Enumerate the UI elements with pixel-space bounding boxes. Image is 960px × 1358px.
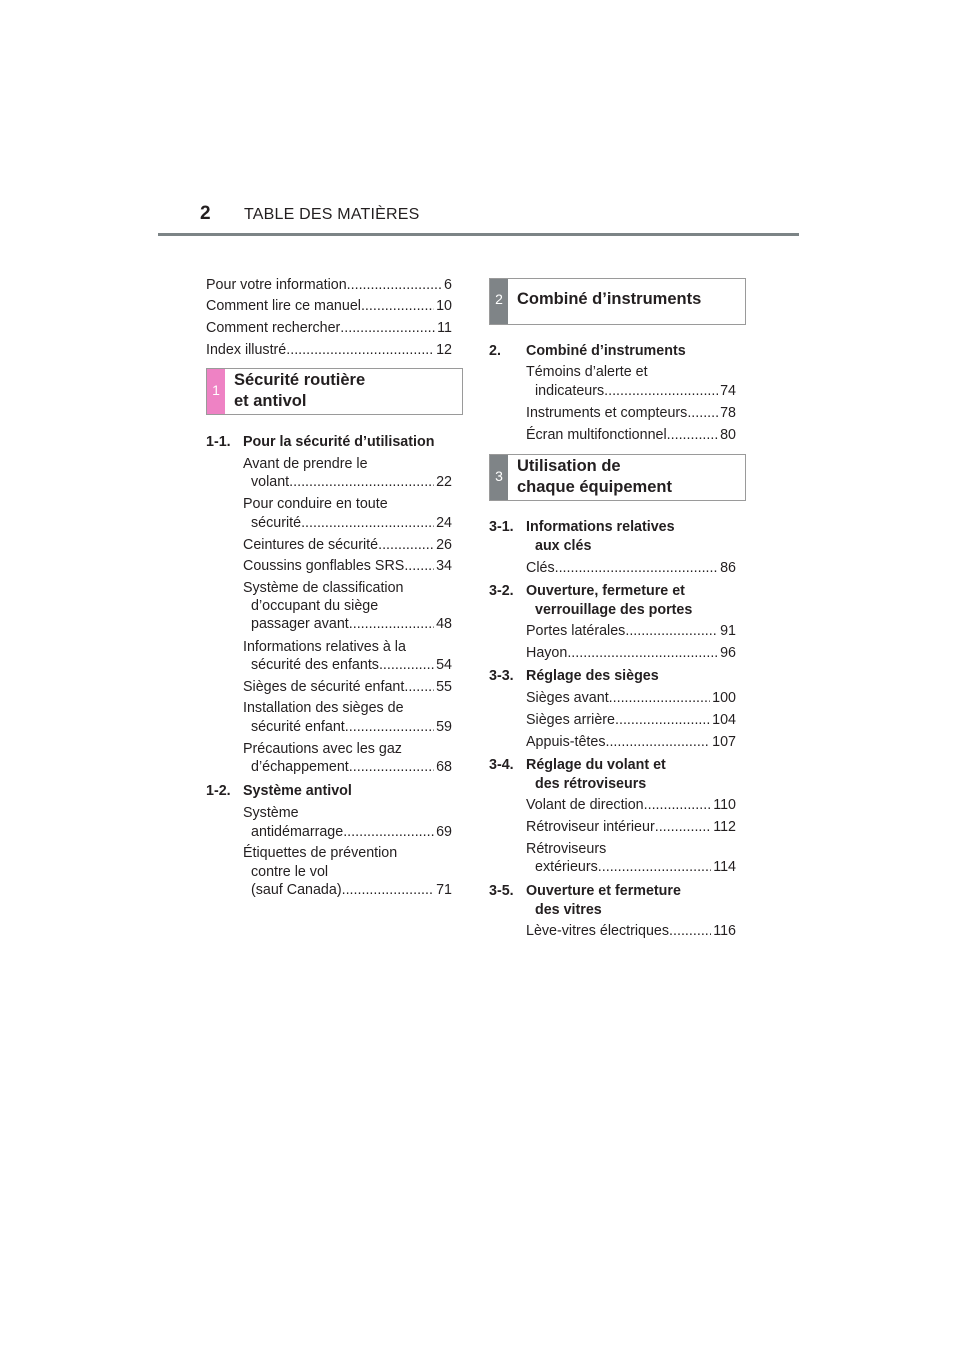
toc-entry[interactable] (526, 796, 736, 815)
subsection-number: 2. (489, 343, 501, 359)
entry-page: 54 (436, 657, 452, 673)
section-3-title-line-1: Utilisation de (517, 457, 621, 475)
leader-dots (667, 426, 718, 445)
subsection-number: 3-2. (489, 583, 514, 599)
entry-page: 107 (712, 734, 736, 750)
entry-text: sécurité (251, 515, 302, 531)
entry-page: 26 (436, 537, 452, 553)
toc-entry[interactable] (243, 536, 452, 555)
leader-dots (615, 711, 710, 730)
entry-text: Sièges avant (526, 690, 609, 706)
toc-entry[interactable] (526, 622, 736, 641)
entry-text: Index illustré (206, 342, 287, 358)
section-2-title: Combiné d’instruments (517, 290, 702, 308)
subsection-number: 1-2. (206, 783, 231, 799)
leader-dots (286, 341, 434, 360)
leader-dots (567, 644, 718, 663)
toc-entry[interactable] (206, 276, 452, 295)
entry-text: contre le vol (251, 864, 329, 880)
toc-entry[interactable] (251, 615, 452, 634)
entry-text: indicateurs (535, 383, 605, 399)
subsection-title[interactable]: Combiné d’instruments (526, 343, 686, 359)
entry-text: sécurité enfant (251, 719, 345, 735)
entry-text[interactable]: Précautions avec les gaz (243, 741, 402, 757)
section-1-title-line-1: Sécurité routière (234, 371, 366, 389)
leader-dots (604, 382, 718, 401)
entry-text: passager avant (251, 616, 349, 632)
entry-text[interactable]: Système de classification (243, 580, 404, 596)
entry-text: Comment rechercher (206, 320, 341, 336)
entry-text: Coussins gonflables SRS (243, 558, 405, 574)
toc-entry[interactable] (206, 297, 452, 316)
leader-dots (343, 823, 434, 842)
subsection-title-cont: aux clés (535, 538, 592, 554)
subsection-number: 1-1. (206, 434, 231, 450)
entry-text[interactable]: Pour conduire en toute (243, 496, 388, 512)
entry-page: 34 (436, 558, 452, 574)
entry-page: 74 (720, 383, 736, 399)
section-1-tab (207, 369, 225, 414)
page-title: TABLE DES MATIÈRES (244, 206, 420, 223)
entry-page: 10 (436, 298, 452, 314)
subsection-number: 3-3. (489, 668, 514, 684)
leader-dots (555, 559, 718, 578)
entry-text: sécurité des enfants (251, 657, 379, 673)
toc-entry[interactable] (526, 404, 736, 423)
toc-entry[interactable] (206, 319, 452, 338)
toc-entry[interactable] (535, 858, 736, 877)
toc-entry[interactable] (206, 341, 452, 360)
entry-text: Écran multifonctionnel (526, 427, 667, 443)
section-1-box[interactable] (206, 368, 463, 415)
leader-dots (609, 689, 710, 708)
entry-page: 24 (436, 515, 452, 531)
section-3-tab (490, 455, 508, 500)
entry-page: 69 (436, 824, 452, 840)
entry-text: Comment lire ce manuel (206, 298, 361, 314)
entry-page: 114 (713, 859, 736, 875)
subsection-title[interactable]: Ouverture et fermeture (526, 883, 681, 899)
toc-entry[interactable] (526, 711, 736, 730)
leader-dots (644, 796, 712, 815)
toc-entry[interactable] (526, 426, 736, 445)
entry-text: Volant de direction (526, 797, 644, 813)
toc-entry[interactable] (251, 881, 452, 900)
entry-text[interactable]: Avant de prendre le (243, 456, 368, 472)
leader-dots (361, 297, 434, 316)
leader-dots (349, 758, 434, 777)
leader-dots (301, 514, 434, 533)
leader-dots (669, 922, 711, 941)
leader-dots (404, 557, 434, 576)
entry-page: 55 (436, 679, 452, 695)
entry-page: 80 (720, 427, 736, 443)
entry-text: d’échappement (251, 759, 349, 775)
leader-dots (605, 733, 710, 752)
page-number: 2 (200, 203, 211, 224)
toc-entry[interactable] (526, 689, 736, 708)
subsection-number: 3-1. (489, 519, 514, 535)
subsection-title-cont: des vitres (535, 902, 602, 918)
subsection-title[interactable]: Ouverture, fermeture et (526, 583, 685, 599)
subsection-title-cont: des rétroviseurs (535, 776, 647, 792)
subsection-title[interactable]: Réglage des sièges (526, 668, 659, 684)
toc-entry[interactable] (251, 758, 452, 777)
subsection-title[interactable]: Pour la sécurité d’utilisation (243, 434, 435, 450)
entry-text: extérieurs (535, 859, 598, 875)
section-2-tab (490, 279, 508, 324)
entry-page: 100 (712, 690, 736, 706)
subsection-number: 3-5. (489, 883, 514, 899)
entry-text: Rétroviseur intérieur (526, 819, 655, 835)
toc-entry[interactable] (251, 656, 452, 675)
section-3-box[interactable] (489, 454, 746, 501)
toc-entry[interactable] (526, 818, 736, 837)
toc-entry[interactable] (526, 644, 736, 663)
entry-page: 91 (720, 623, 736, 639)
leader-dots (598, 858, 711, 877)
entry-page: 112 (713, 819, 736, 835)
entry-text: Portes latérales (526, 623, 626, 639)
entry-page: 6 (444, 277, 452, 293)
entry-page: 48 (436, 616, 452, 632)
entry-text: antidémarrage (251, 824, 344, 840)
leader-dots (345, 718, 434, 737)
section-2-box[interactable] (489, 278, 746, 325)
header-rule (158, 233, 799, 236)
toc-entry[interactable] (526, 922, 736, 941)
entry-page: 104 (712, 712, 736, 728)
entry-text[interactable]: Installation des sièges de (243, 700, 404, 716)
leader-dots (340, 319, 435, 338)
entry-page: 71 (436, 882, 452, 898)
section-2-number: 2 (495, 291, 503, 307)
toc-entry[interactable] (251, 718, 452, 737)
leader-dots (289, 473, 434, 492)
entry-text: Ceintures de sécurité (243, 537, 379, 553)
entry-page: 110 (713, 797, 736, 813)
entry-text: Pour votre information (206, 277, 347, 293)
entry-page: 11 (437, 320, 452, 336)
entry-text: (sauf Canada) (251, 882, 342, 898)
entry-page: 68 (436, 759, 452, 775)
leader-dots (625, 622, 718, 641)
subsection-title[interactable]: Système antivol (243, 783, 352, 799)
entry-text: Sièges de sécurité enfant (243, 679, 405, 695)
entry-text: Instruments et compteurs (526, 405, 688, 421)
leader-dots (404, 678, 434, 697)
toc-entry[interactable] (243, 557, 452, 576)
entry-text[interactable]: Système (243, 805, 299, 821)
toc-entry[interactable] (251, 514, 452, 533)
entry-page: 59 (436, 719, 452, 735)
section-3-title-line-2: chaque équipement (517, 478, 672, 496)
toc-entry[interactable] (251, 473, 452, 492)
entry-text[interactable]: Rétroviseurs (526, 841, 607, 857)
entry-page: 86 (720, 560, 736, 576)
subsection-number: 3-4. (489, 757, 514, 773)
entry-text[interactable]: Témoins d’alerte et (526, 364, 648, 380)
leader-dots (349, 615, 434, 634)
leader-dots (379, 656, 434, 675)
entry-page: 96 (720, 645, 736, 661)
entry-text[interactable]: Étiquettes de prévention (243, 845, 398, 861)
section-1-title-line-2: et antivol (234, 392, 307, 410)
leader-dots (342, 881, 434, 900)
section-1-number: 1 (212, 382, 220, 398)
leader-dots (655, 818, 711, 837)
subsection-title[interactable]: Informations relatives (526, 519, 675, 535)
entry-text: Appuis-têtes (526, 734, 606, 750)
toc-entry[interactable] (243, 678, 452, 697)
entry-text: d’occupant du siège (251, 598, 379, 614)
leader-dots (687, 404, 718, 423)
entry-text: Sièges arrière (526, 712, 615, 728)
toc-entry[interactable] (526, 733, 736, 752)
entry-page: 22 (436, 474, 452, 490)
toc-entry[interactable] (535, 382, 736, 401)
toc-entry[interactable] (251, 823, 452, 842)
entry-text: volant (251, 474, 290, 490)
entry-page: 12 (436, 342, 452, 358)
leader-dots (378, 536, 434, 555)
leader-dots (347, 276, 442, 295)
subsection-title[interactable]: Réglage du volant et (526, 757, 666, 773)
entry-text[interactable]: Informations relatives à la (243, 639, 406, 655)
entry-text: Clés (526, 560, 555, 576)
entry-page: 116 (713, 923, 736, 939)
entry-text: Hayon (526, 645, 568, 661)
entry-page: 78 (720, 405, 736, 421)
section-3-number: 3 (495, 468, 503, 484)
toc-entry[interactable] (526, 559, 736, 578)
entry-text: Lève-vitres électriques (526, 923, 670, 939)
subsection-title-cont: verrouillage des portes (535, 602, 693, 618)
